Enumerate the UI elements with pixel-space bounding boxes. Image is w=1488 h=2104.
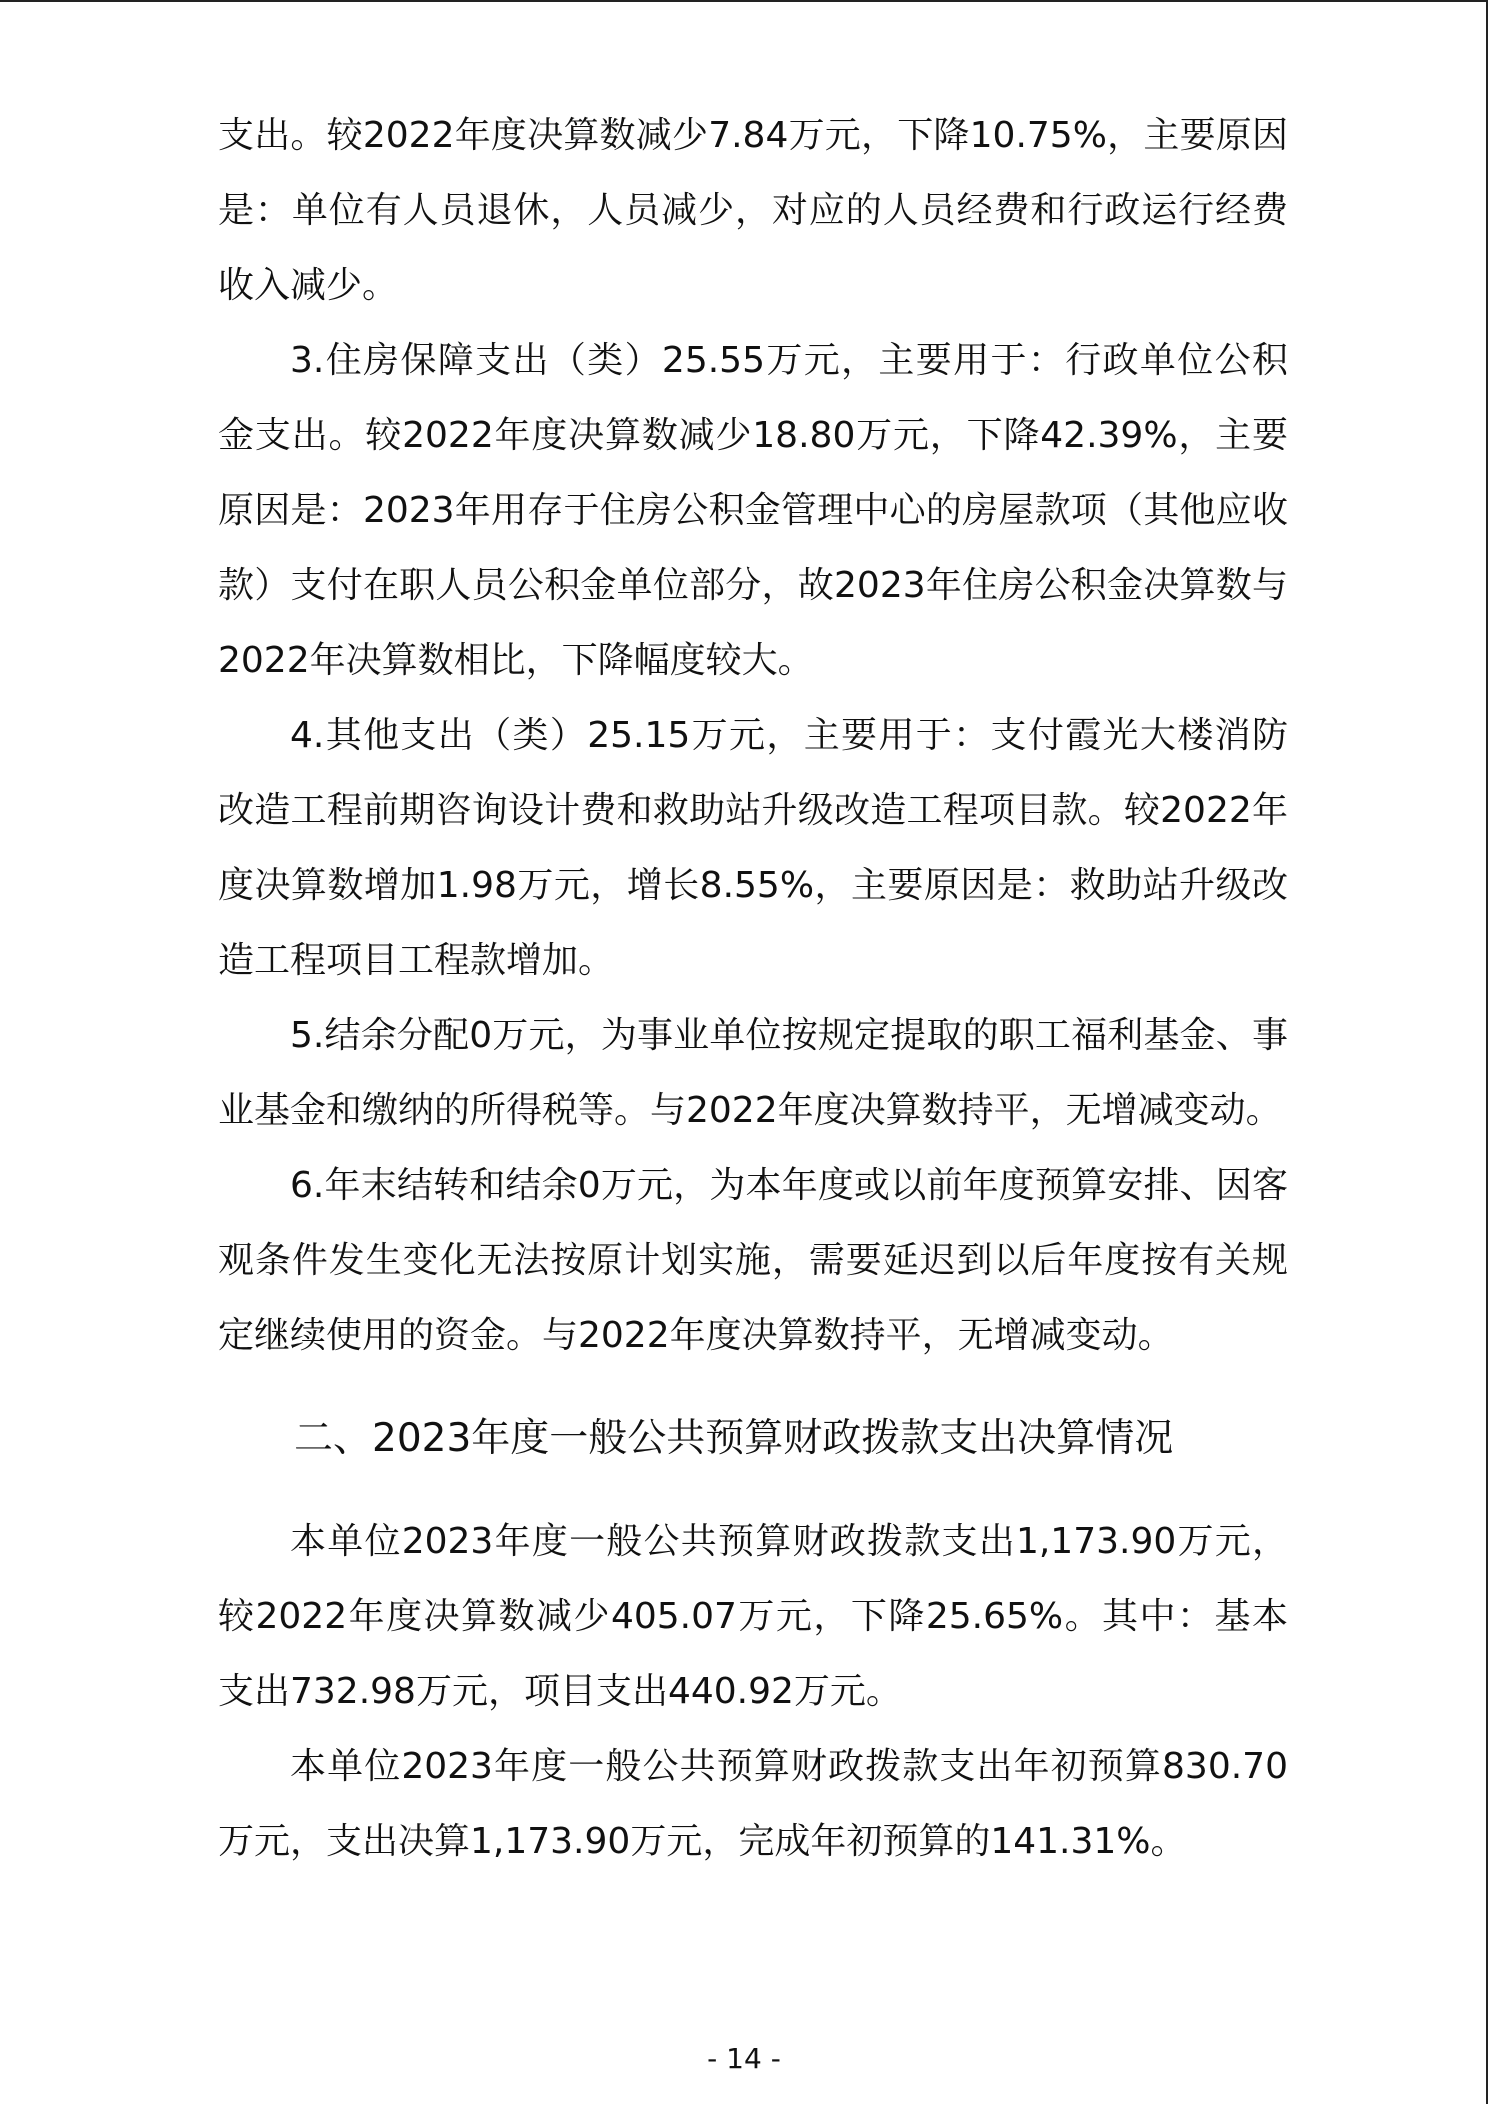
paragraph-continuation: 支出。较2022年度决算数减少7.84万元，下降10.75%，主要原因是：单位有人员退休，人员减少，对应的人员经费和行政运行经费收入减少。 — [218, 115, 1288, 306]
document-body — [218, 98, 1288, 1879]
section-heading: 二、2023年度一般公共预算财政拨款支出决算情况 — [294, 1416, 1174, 1461]
paragraph-housing-expenditure: 3.住房保障支出（类）25.55万元，主要用于：行政单位公积金支出。较2022年度决算数减少18.80万元，下降42.39%，主要原因是：2023年用存于住房公积金管理中心的房屋款项（其他应收款）支付在职人员公积金单位部分，故2023年住房公积金决算数与2022年决算数相比，下降幅度较大。 — [218, 340, 1288, 681]
paragraph-other-expenditure: 4.其他支出（类）25.15万元，主要用于：支付霞光大楼消防改造工程前期咨询设计费和救助站升级改造工程项目款。较2022年度决算数增加1.98万元，增长8.55%，主要原因是：救助站升级改造工程项目工程款增加。 — [218, 715, 1288, 981]
paragraph-surplus-distribution: 5.结余分配0万元，为事业单位按规定提取的职工福利基金、事业基金和缴纳的所得税等。与2022年度决算数持平，无增减变动。 — [218, 1015, 1288, 1131]
paragraph-general-budget-expenditure: 本单位2023年度一般公共预算财政拨款支出1,173.90万元，较2022年度决算数减少405.07万元，下降25.65%。其中：基本支出732.98万元，项目支出440.92万元。 — [218, 1521, 1288, 1712]
page-number: - 14 - — [707, 2042, 781, 2075]
paragraph-budget-completion: 本单位2023年度一般公共预算财政拨款支出年初预算830.70万元，支出决算1,173.90万元，完成年初预算的141.31%。 — [218, 1746, 1288, 1862]
paragraph-year-end-carryover: 6.年末结转和结余0万元，为本年度或以前年度预算安排、因客观条件发生变化无法按原计划实施，需要延迟到以后年度按有关规定继续使用的资金。与2022年度决算数持平，无增减变动。 — [218, 1165, 1288, 1356]
